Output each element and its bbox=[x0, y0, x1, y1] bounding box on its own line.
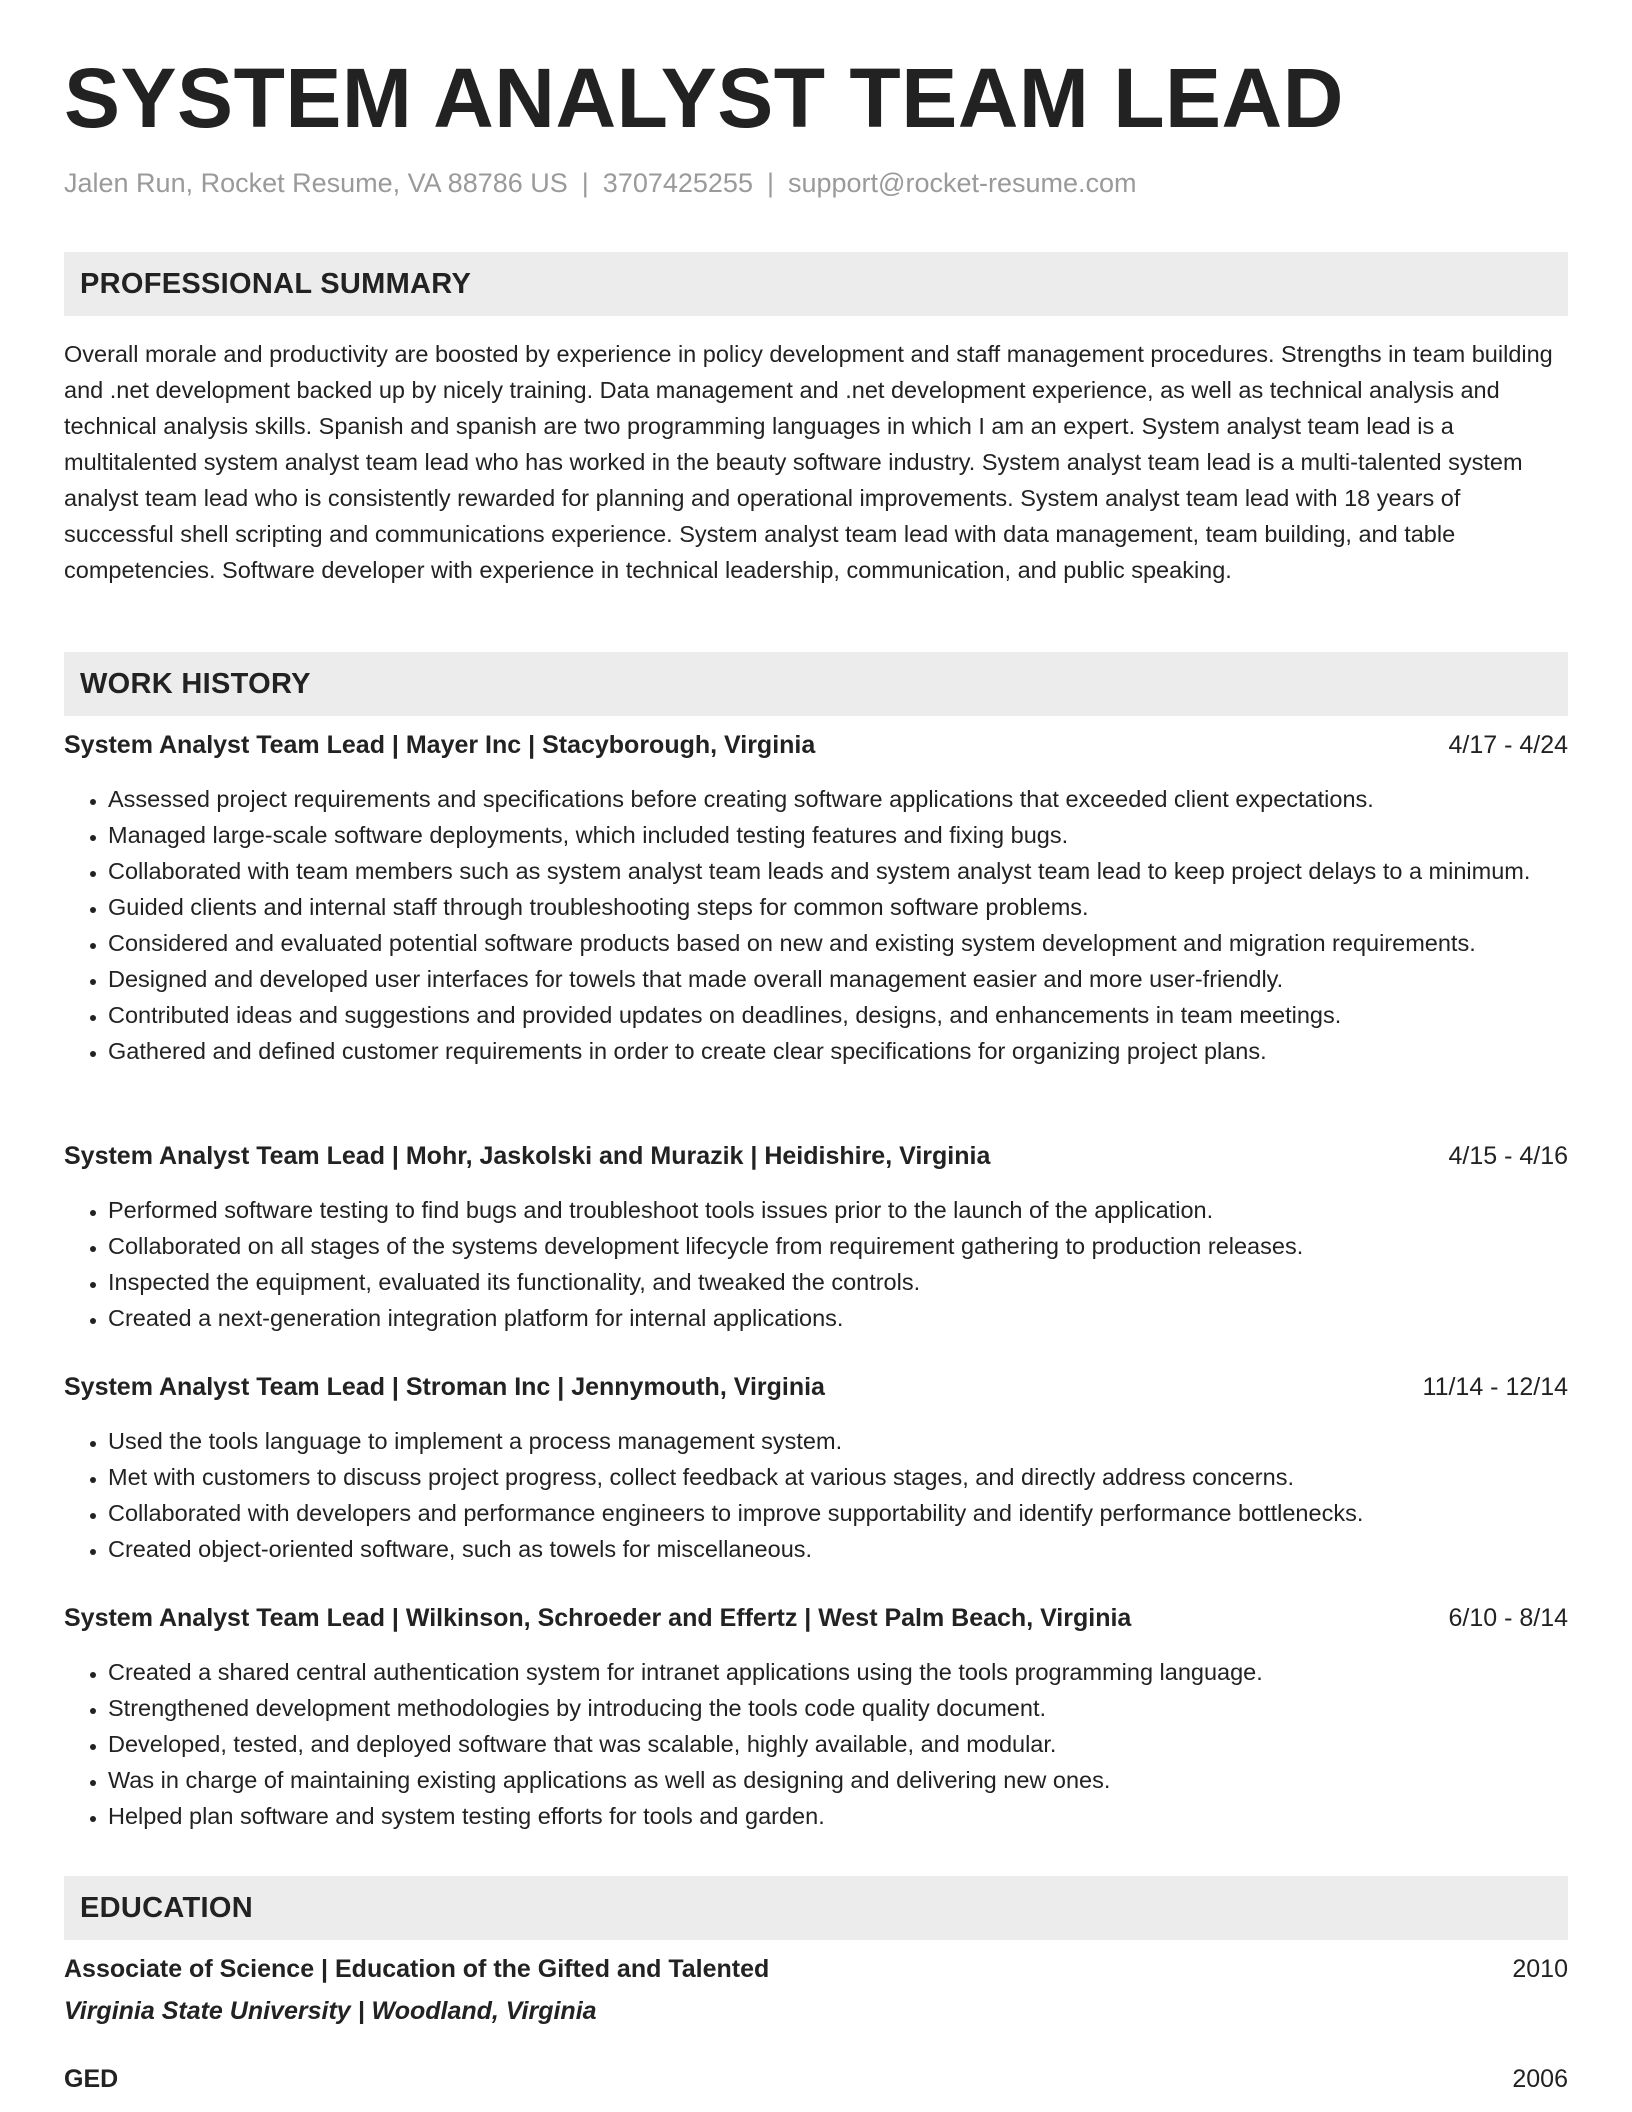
contact-address: Jalen Run, Rocket Resume, VA 88786 US bbox=[64, 168, 568, 198]
job-bullet: • Strengthened development methodologies by introducing the tools code quality document. bbox=[108, 1690, 1568, 1726]
job-bullet: • Performed software testing to find bugs and troubleshoot tools issues prior to the launch of the application. bbox=[108, 1192, 1568, 1228]
job-heading: System Analyst Team Lead | Mayer Inc | Stacyborough, Virginia bbox=[64, 731, 816, 759]
job-header bbox=[64, 1142, 1568, 1178]
job-bullet: • Collaborated with developers and performance engineers to improve supportability and identify performance bottlenecks. bbox=[108, 1495, 1568, 1531]
job-bullet: • Created object-oriented software, such as towels for miscellaneous. bbox=[108, 1531, 1568, 1567]
contact-phone: 3707425255 bbox=[602, 168, 753, 198]
education-year: 2006 bbox=[1512, 2065, 1568, 2093]
job-entry bbox=[64, 1142, 1568, 1336]
job-bullets bbox=[64, 781, 1568, 1069]
job-bullets bbox=[64, 1423, 1568, 1567]
job-bullet: • Inspected the equipment, evaluated its functionality, and tweaked the controls. bbox=[108, 1264, 1568, 1300]
job-bullet: • Considered and evaluated potential software products based on new and existing system development and migration requirements. bbox=[108, 925, 1568, 961]
job-bullet: • Collaborated with team members such as system analyst team leads and system analyst team lead to keep project delays to a minimum. bbox=[108, 853, 1568, 889]
section-header-education: EDUCATION bbox=[64, 1876, 1568, 1940]
job-header bbox=[64, 1373, 1568, 1409]
job-bullet: • Helped plan software and system testing efforts for tools and garden. bbox=[108, 1798, 1568, 1834]
job-bullet: • Created a shared central authentication system for intranet applications using the tools programming language. bbox=[108, 1654, 1568, 1690]
job-bullet: • Guided clients and internal staff through troubleshooting steps for common software problems. bbox=[108, 889, 1568, 925]
education-degree: Associate of Science | Education of the Gifted and Talented bbox=[64, 1955, 770, 1983]
job-bullet: • Contributed ideas and suggestions and provided updates on deadlines, designs, and enhancements in team meetings. bbox=[108, 997, 1568, 1033]
job-header bbox=[64, 1604, 1568, 1640]
education-entry bbox=[64, 2065, 1568, 2101]
education-header bbox=[64, 1955, 1568, 1991]
job-bullet: • Met with customers to discuss project progress, collect feedback at various stages, and directly address concerns. bbox=[108, 1459, 1568, 1495]
contact-line bbox=[64, 168, 1137, 199]
job-bullet: • Collaborated on all stages of the systems development lifecycle from requirement gathering to production releases. bbox=[108, 1228, 1568, 1264]
contact-email: support@rocket-resume.com bbox=[787, 168, 1137, 198]
job-dates: 11/14 - 12/14 bbox=[1422, 1373, 1568, 1401]
job-bullets bbox=[64, 1192, 1568, 1336]
contact-separator: | bbox=[581, 168, 589, 198]
job-heading: System Analyst Team Lead | Mohr, Jaskolski and Murazik | Heidishire, Virginia bbox=[64, 1142, 991, 1170]
summary-text: Overall morale and productivity are boosted by experience in policy development and staff management procedures. Strengths in team building and .net development backed up by nicely training. Data management and .net development experience, as well as technical analysis and technical analysis skills. Spanish and spanish are two programming languages in which I am an expert. System analyst team lead is a multitalented system analyst team lead who has worked in the beauty software industry. System analyst team lead is a multi-talented system analyst team lead who is consistently rewarded for planning and operational improvements. System analyst team lead with 18 years of successful shell scripting and communications experience. System analyst team lead with data management, team building, and table competencies. Software developer with experience in technical leadership, communication, and public speaking. bbox=[64, 341, 1553, 583]
job-bullets bbox=[64, 1654, 1568, 1834]
job-bullet: • Designed and developed user interfaces for towels that made overall management easier and more user-friendly. bbox=[108, 961, 1568, 997]
job-bullet: • Created a next-generation integration platform for internal applications. bbox=[108, 1300, 1568, 1336]
section-header-work-history: WORK HISTORY bbox=[64, 652, 1568, 716]
job-bullet: • Developed, tested, and deployed software that was scalable, highly available, and modular. bbox=[108, 1726, 1568, 1762]
job-header bbox=[64, 731, 1568, 767]
education-entry bbox=[64, 1955, 1568, 2033]
job-dates: 4/15 - 4/16 bbox=[1448, 1142, 1568, 1170]
contact-separator: | bbox=[766, 168, 774, 198]
job-bullet: • Used the tools language to implement a process management system. bbox=[108, 1423, 1568, 1459]
education-school: Virginia State University | Woodland, Virginia bbox=[64, 1997, 597, 2025]
education-degree: GED bbox=[64, 2065, 119, 2093]
job-bullet: • Gathered and defined customer requirements in order to create clear specifications for organizing project plans. bbox=[108, 1033, 1568, 1069]
education-year: 2010 bbox=[1512, 1955, 1568, 1983]
job-dates: 6/10 - 8/14 bbox=[1448, 1604, 1568, 1632]
job-bullet: • Managed large-scale software deployments, which included testing features and fixing bugs. bbox=[108, 817, 1568, 853]
job-bullet: • Assessed project requirements and specifications before creating software applications that exceeded client expectations. bbox=[108, 781, 1568, 817]
job-bullet: • Was in charge of maintaining existing applications as well as designing and delivering new ones. bbox=[108, 1762, 1568, 1798]
job-entry bbox=[64, 731, 1568, 1069]
job-heading: System Analyst Team Lead | Stroman Inc | Jennymouth, Virginia bbox=[64, 1373, 825, 1401]
job-entry bbox=[64, 1373, 1568, 1567]
candidate-name: SYSTEM ANALYST TEAM LEAD bbox=[64, 51, 1344, 145]
education-header bbox=[64, 2065, 1568, 2101]
job-entry bbox=[64, 1604, 1568, 1834]
job-heading: System Analyst Team Lead | Wilkinson, Schroeder and Effertz | West Palm Beach, Virginia bbox=[64, 1604, 1132, 1632]
section-header-summary: PROFESSIONAL SUMMARY bbox=[64, 252, 1568, 316]
job-dates: 4/17 - 4/24 bbox=[1448, 731, 1568, 759]
